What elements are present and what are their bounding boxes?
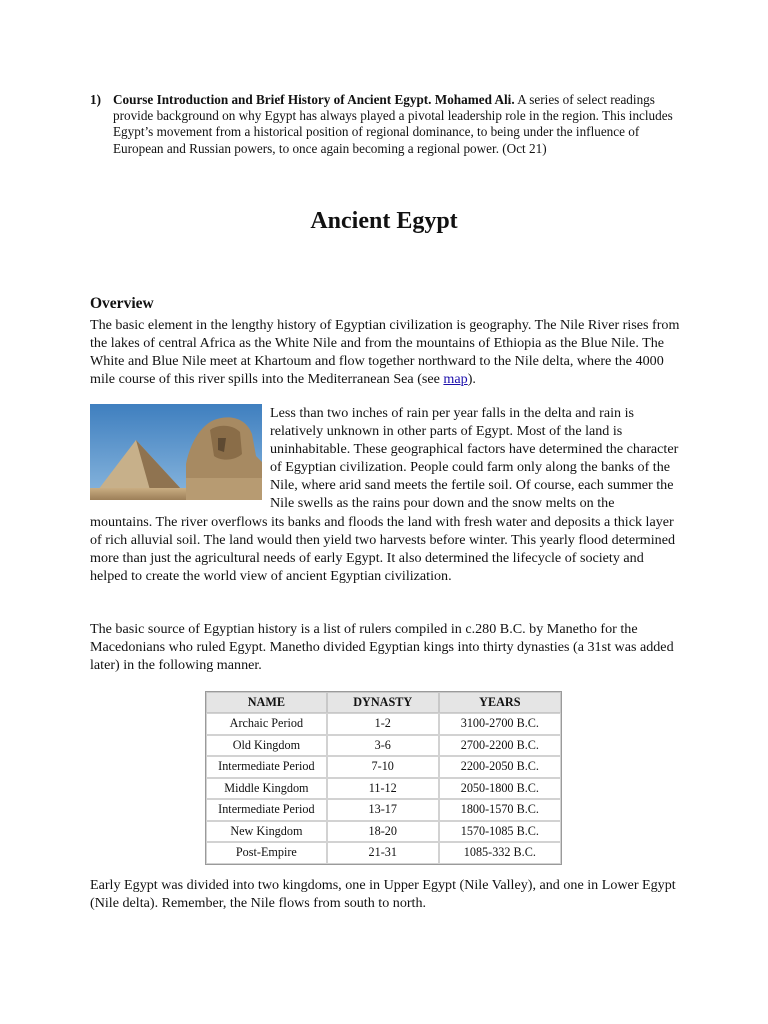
rainfall-paragraph xyxy=(90,404,680,585)
rainfall-text: Less than two inches of rain per year falls in the delta and rain is relatively unknown in other parts of Egypt. Most of the land is uninhabitable. These geographical factors have determined the character of Egyptian civilization. People could farm only along the banks of the Nile, where arid sand meets the fertile soil. Of course, each summer the Nile swells as the rains pour down and the snow melts on the mountains. The river overflows its banks and floods the land with fresh water and deposits a thick layer of rich alluvial soil. The land would then yield two harvests before winter. This yearly flood determined more than just the agricultural needs of early Egypt. It also determined the lifecycle of society and helped to create the world view of ancient Egyptian civilization. xyxy=(90,405,679,584)
dynasty-cell: 3-6 xyxy=(327,735,439,757)
overview-text: The basic element in the lengthy history of Egyptian civilization is geography. The Nile River rises from the lakes of central Africa as the White Nile and from the mountains of Ethiopia as the Blue Nile. The White and Blue Nile meet at Khartoum and flow together northward to the Nile delta, where the 4000 mile course of this river spills into the Mediterranean Sea (see xyxy=(90,317,680,388)
table-row xyxy=(206,842,561,864)
years-cell: 2200-2050 B.C. xyxy=(439,756,561,778)
table-row xyxy=(206,778,561,800)
period-name-cell: Middle Kingdom xyxy=(206,778,327,800)
table-row xyxy=(206,713,561,735)
years-cell: 3100-2700 B.C. xyxy=(439,713,561,735)
years-cell: 1570-1085 B.C. xyxy=(439,821,561,843)
period-name-cell: Archaic Period xyxy=(206,713,327,735)
manetho-paragraph: The basic source of Egyptian history is a list of rulers compiled in c.280 B.C. by Manetho for the Macedonians who ruled Egypt. Manetho divided Egyptian kings into thirty dynasties (a 31st was added later) in the following manner. xyxy=(90,621,674,674)
page-title: Ancient Egypt xyxy=(310,208,458,234)
table-row xyxy=(206,821,561,843)
period-name-cell: New Kingdom xyxy=(206,821,327,843)
years-cell: 2700-2200 B.C. xyxy=(439,735,561,757)
dynasty-cell: 18-20 xyxy=(327,821,439,843)
list-number: 1) xyxy=(90,92,101,107)
table-row xyxy=(206,756,561,778)
years-cell: 2050-1800 B.C. xyxy=(439,778,561,800)
table-row xyxy=(206,799,561,821)
course-intro-lead: Course Introduction and Brief History of Ancient Egypt. Mohamed Ali. xyxy=(113,92,515,107)
dynasty-table xyxy=(205,691,562,865)
overview-paragraph xyxy=(90,316,680,388)
column-header-years: YEARS xyxy=(439,692,561,713)
years-cell: 1085-332 B.C. xyxy=(439,842,561,864)
course-intro-item xyxy=(90,92,680,157)
period-name-cell: Old Kingdom xyxy=(206,735,327,757)
dynasty-cell: 21-31 xyxy=(327,842,439,864)
column-header-dynasty: DYNASTY xyxy=(327,692,439,713)
course-intro-description: A series of select readings provide background on why Egypt has always played a pivotal leadership role in the region. This includes Egypt’s movement from a historical position of regional dominance, to being under the influence of European and Russian powers, to once again becoming a regional power. (Oct 21) xyxy=(113,92,673,156)
years-cell: 1800-1570 B.C. xyxy=(439,799,561,821)
dynasty-cell: 11-12 xyxy=(327,778,439,800)
kingdoms-paragraph: Early Egypt was divided into two kingdoms, one in Upper Egypt (Nile Valley), and one in Lower Egypt (Nile delta). Remember, the Nile flows from south to north. xyxy=(90,877,676,912)
sphinx-and-pyramid-photo xyxy=(90,404,262,500)
dynasty-cell: 7-10 xyxy=(327,756,439,778)
overview-text-end: ). xyxy=(467,371,476,388)
dynasty-cell: 13-17 xyxy=(327,799,439,821)
dynasty-table-body xyxy=(206,713,561,864)
table-row xyxy=(206,735,561,757)
period-name-cell: Intermediate Period xyxy=(206,756,327,778)
column-header-name: NAME xyxy=(206,692,327,713)
overview-heading: Overview xyxy=(90,295,154,312)
period-name-cell: Post-Empire xyxy=(206,842,327,864)
map-link[interactable]: map xyxy=(443,371,468,388)
table-header-row xyxy=(206,692,561,713)
dynasty-cell: 1-2 xyxy=(327,713,439,735)
course-intro-text xyxy=(113,92,680,157)
period-name-cell: Intermediate Period xyxy=(206,799,327,821)
